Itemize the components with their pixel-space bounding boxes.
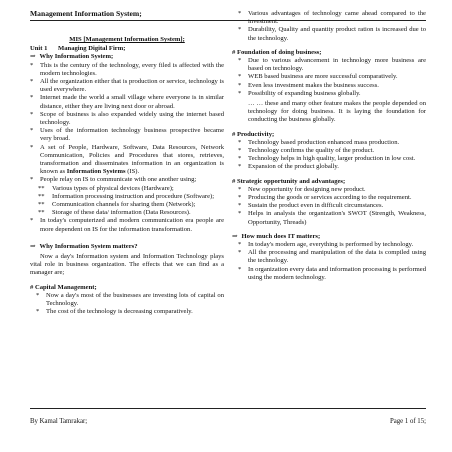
list-item: * Sustain the product even in difficult circumstances. — [238, 202, 426, 210]
list-item: * Technology confirms the quality of the product. — [238, 147, 426, 155]
list-item: * Due to various advancement in technology more business are based on technology. — [238, 57, 426, 73]
list-item: * Now a day's most of the businesses are investing lots of capital on Technology. — [36, 292, 224, 308]
section-heading-capital: # Capital Management; — [30, 283, 97, 291]
paragraph: … … these and many other feature makes the people depended on technology for doing business. It is laying the foundation for conducting the business globally. — [248, 100, 426, 124]
list-item: * Possibility of expanding business globally. — [238, 90, 426, 98]
footer-author: By Kamal Tamrakar; — [30, 418, 88, 425]
list-item: * In today's modern age, everything is performed by technology. — [238, 241, 426, 249]
sub-list-item: ** Various types of physical devices (Hardware); — [30, 185, 224, 193]
list-item: * Producing the goods or services according to the requirement. — [238, 194, 426, 202]
list-item: * Various advantages of technology came ahead compared to the investment. — [238, 10, 426, 26]
paragraph: Now a day's Information system and Information Technology plays vital role in business organization. The effects that we can find as a manager are; — [30, 253, 224, 277]
definition-text: A set of People, Hardware, Software, Data Resources, Network Communication, Policies and Procedures that stores, retrieves, transformation and disseminates information in an organization is known as — [40, 143, 224, 176]
right-column — [232, 10, 426, 282]
unit-heading — [30, 45, 224, 53]
list-item: * In organization every data and information processing is performed using the modern technology. — [238, 266, 426, 282]
section-heading-why-matters: ⇒ Why Information System matters? — [30, 243, 224, 251]
sub-list-item: ** Communication channels for sharing them (Network); — [30, 201, 224, 209]
list-item: * All the organization either that is production or service, technology is used everywhere. — [30, 78, 224, 94]
section-heading-why-is: ⇒ Why Information System; — [30, 53, 224, 61]
list-item: * Internet made the world a small village where everyone is in similar distance, either they are living next door or abroad. — [30, 94, 224, 110]
list-item: * Technology based production enhanced mass production. — [238, 139, 426, 147]
list-item: * This is the century of the technology, every filed is affected with the modern technologies. — [30, 62, 224, 78]
definition-abbr: (IS). — [127, 168, 140, 176]
list-item: * Helps in analysis the organization's SWOT (Strength, Weakness, Opportunity, Threads) — [238, 210, 426, 226]
list-item: * Durability, Quality and quantity product ration is increased due to the technology. — [238, 26, 426, 42]
running-header: Management Information System; — [30, 9, 142, 18]
list-item: * Even less investment makes the business success. — [238, 82, 426, 90]
list-item: * Expansion of the product globally. — [238, 163, 426, 171]
section-heading-it-matters: ⇒ How much does IT matters; — [232, 233, 426, 241]
list-item: * All the processing and manipulation of the data is compiled using the technology. — [238, 249, 426, 265]
list-item-is-definition — [30, 144, 224, 177]
section-heading-productivity: # Productivity; — [232, 130, 275, 138]
list-item: * Uses of the information technology business prospective became very broad. — [30, 127, 224, 143]
section-heading-strategic: # Strategic opportunity and advantages; — [232, 177, 346, 185]
sub-list-item: ** Storage of these data/ information (Data Resources). — [30, 209, 224, 217]
list-item: * WEB based business are more successful comparatively. — [238, 73, 426, 81]
footer-rule — [30, 408, 426, 409]
list-item: * Scope of business is also expanded widely using the internet based technology. — [30, 111, 224, 127]
list-item: * Technology helps in high quality, larger production in low cost. — [238, 155, 426, 163]
footer-page-number: Page 1 of 15; — [389, 418, 426, 425]
sub-list-item: ** Information processing instruction and procedure (Software); — [30, 193, 224, 201]
section-heading-foundation: # Foundation of doing business; — [232, 48, 322, 56]
document-title: MIS [Management Information System]; — [69, 36, 185, 43]
left-column — [30, 36, 224, 317]
unit-title: Managing Digital Firm; — [58, 45, 126, 53]
list-item: * People relay on IS to communicate with one another using; — [30, 176, 224, 184]
definition-term: Information Systems — [66, 168, 126, 176]
list-item: * In today's computerized and modern communication era people are more dependent on IS for the information transformation. — [30, 217, 224, 233]
list-item: * The cost of the technology is decreasing comparatively. — [36, 308, 224, 316]
list-item: * New opportunity for designing new product. — [238, 186, 426, 194]
unit-number: Unit 1 — [30, 45, 48, 53]
